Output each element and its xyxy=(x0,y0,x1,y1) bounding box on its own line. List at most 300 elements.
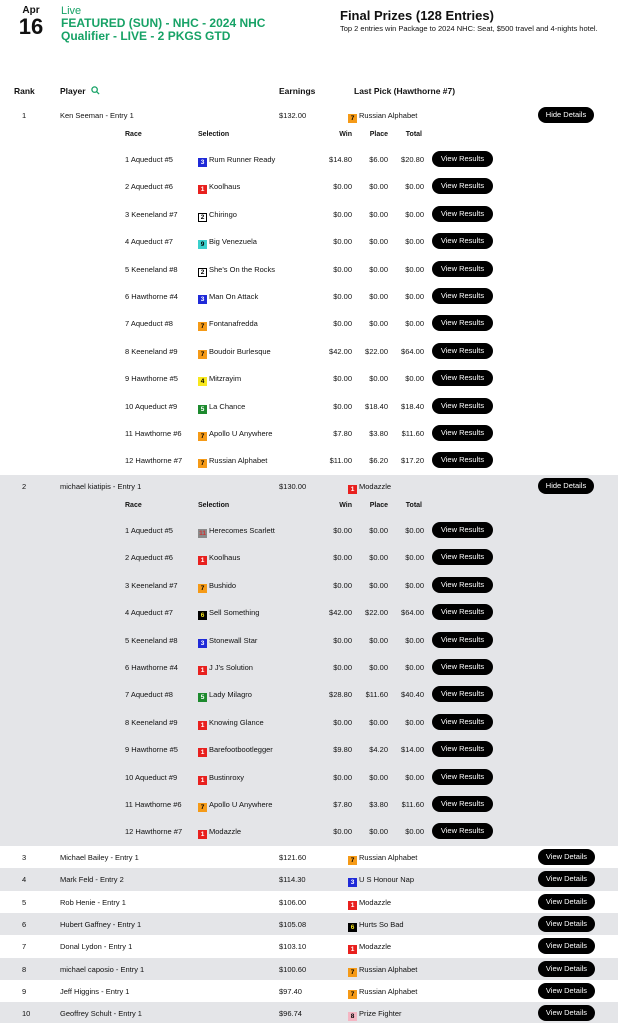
detail-place: $22.00 xyxy=(365,346,388,356)
view-results-button[interactable]: View Results xyxy=(432,370,493,386)
detail-place: $11.60 xyxy=(365,690,388,700)
entry-rank: 1 xyxy=(22,111,27,120)
detail-win: $0.00 xyxy=(333,553,352,563)
prize-description: Top 2 entries win Package to 2024 NHC: Seat, $500 travel and 4-nights hotel. xyxy=(340,24,598,33)
view-details-button[interactable]: View Details xyxy=(538,916,595,932)
program-number: 8 xyxy=(348,1012,357,1021)
detail-place: $0.00 xyxy=(369,264,388,274)
pick xyxy=(198,402,245,414)
program-number: 5 xyxy=(198,405,207,414)
detail-place: $0.00 xyxy=(369,292,388,301)
race-detail-row xyxy=(0,284,618,308)
view-results-button[interactable]: View Results xyxy=(432,452,493,468)
detail-race: 11 Hawthorne #6 xyxy=(125,429,182,438)
detail-total: $17.20 xyxy=(401,456,424,466)
detail-place: $0.00 xyxy=(369,526,388,535)
entry-player: Ken Seeman - Entry 1 xyxy=(60,111,134,120)
player-header[interactable] xyxy=(60,86,100,96)
pick xyxy=(198,182,240,194)
pick xyxy=(198,663,253,675)
detail-place: $6.20 xyxy=(369,456,388,466)
pick xyxy=(198,155,275,167)
leaderboard-entry xyxy=(0,958,618,980)
program-number: 1 xyxy=(198,556,207,565)
detail-place: $3.80 xyxy=(369,429,388,438)
detail-race: 11 Hawthorne #6 xyxy=(125,800,182,809)
detail-win-header: Win xyxy=(339,131,352,138)
pick xyxy=(198,827,241,839)
entry-rank: 5 xyxy=(22,897,27,907)
entry-rank: 4 xyxy=(22,875,27,885)
earnings-header: Earnings xyxy=(279,86,316,96)
horse-name: Bustinroxy xyxy=(209,772,245,782)
program-number: 7 xyxy=(348,968,357,977)
view-results-button[interactable]: View Results xyxy=(432,233,493,249)
detail-race: 6 Hawthorne #4 xyxy=(125,292,178,301)
horse-name: Boudoir Burlesque xyxy=(209,346,271,356)
detail-total: $11.60 xyxy=(401,429,424,438)
detail-total: $0.00 xyxy=(405,209,424,219)
race-detail-row xyxy=(0,710,618,734)
program-number: 7 xyxy=(198,803,207,812)
view-details-button[interactable]: View Details xyxy=(538,938,595,954)
horse-name: Stonewall Star xyxy=(209,635,258,645)
pick xyxy=(198,347,271,359)
race-detail-row xyxy=(0,229,618,253)
entry-earnings: $100.60 xyxy=(279,964,307,974)
program-number: 3 xyxy=(198,158,207,167)
race-detail-row xyxy=(0,819,618,843)
view-results-button[interactable]: View Results xyxy=(432,549,493,565)
horse-name: Koolhaus xyxy=(209,553,241,563)
detail-win: $0.00 xyxy=(333,663,352,672)
horse-name: Modazzle xyxy=(359,942,392,952)
program-number: 1 xyxy=(198,748,207,757)
horse-name: She's On the Rocks xyxy=(209,264,276,274)
view-results-button[interactable]: View Results xyxy=(432,288,493,304)
detail-race: 1 Aqueduct #5 xyxy=(125,526,173,535)
view-results-button[interactable]: View Results xyxy=(432,522,493,538)
program-number: 4 xyxy=(198,377,207,386)
pick xyxy=(198,319,258,331)
detail-place: $6.00 xyxy=(369,155,388,164)
detail-race: 2 Aqueduct #6 xyxy=(125,182,173,192)
hide-details-button[interactable]: Hide Details xyxy=(538,107,594,123)
entry-rank: 8 xyxy=(22,964,27,974)
view-results-button[interactable]: View Results xyxy=(432,206,493,222)
horse-name: Apollo U Anywhere xyxy=(209,800,273,809)
program-number: 6 xyxy=(348,923,357,932)
detail-race: 4 Aqueduct #7 xyxy=(125,237,173,247)
detail-total: $0.00 xyxy=(405,526,424,535)
pick xyxy=(198,456,267,468)
view-details-button[interactable]: View Details xyxy=(538,871,595,887)
pick xyxy=(198,636,257,648)
detail-win: $28.80 xyxy=(329,690,352,700)
horse-name: Apollo U Anywhere xyxy=(209,429,273,438)
race-detail-row xyxy=(0,545,618,569)
program-number: 2 xyxy=(198,213,207,222)
detail-total: $11.60 xyxy=(401,800,424,809)
horse-name: Herecomes Scarlett xyxy=(209,526,275,535)
pick xyxy=(198,526,275,538)
leaderboard-entry xyxy=(0,891,618,913)
horse-name: Big Venezuela xyxy=(209,237,257,247)
detail-race: 2 Aqueduct #6 xyxy=(125,553,173,563)
leaderboard-entry xyxy=(0,935,618,957)
player-header-label: Player xyxy=(60,86,86,96)
detail-total: $18.40 xyxy=(401,401,424,411)
detail-total: $0.00 xyxy=(405,663,424,672)
detail-race: 9 Hawthorne #5 xyxy=(125,374,178,384)
detail-total: $0.00 xyxy=(405,264,424,274)
contest-header xyxy=(0,0,618,70)
detail-total: $64.00 xyxy=(401,608,424,618)
detail-place: $0.00 xyxy=(369,717,388,727)
detail-win: $14.80 xyxy=(329,155,352,164)
entry-rank: 10 xyxy=(22,1009,31,1019)
detail-win: $0.00 xyxy=(333,526,352,535)
horse-name: Prize Fighter xyxy=(359,1009,402,1019)
detail-total: $40.40 xyxy=(401,690,424,700)
program-number: 1 xyxy=(348,901,357,910)
detail-total: $0.00 xyxy=(405,635,424,645)
horse-name: Russian Alphabet xyxy=(359,853,418,862)
detail-win: $0.00 xyxy=(333,401,352,411)
detail-race: 8 Keeneland #9 xyxy=(125,346,178,356)
entry-earnings: $132.00 xyxy=(279,111,307,120)
pick xyxy=(348,853,417,865)
detail-win: $0.00 xyxy=(333,827,352,837)
view-results-button[interactable]: View Results xyxy=(432,714,493,730)
detail-win: $0.00 xyxy=(333,374,352,384)
entry-player: michael kiatipis - Entry 1 xyxy=(60,482,142,491)
race-detail-row xyxy=(0,765,618,789)
program-number: 7 xyxy=(348,856,357,865)
entry-rank: 2 xyxy=(22,482,27,491)
race-detail-row xyxy=(0,147,618,171)
pick xyxy=(198,237,257,249)
entry-rank: 6 xyxy=(22,919,27,929)
leaderboard-entry xyxy=(0,868,618,890)
detail-place: $3.80 xyxy=(369,800,388,809)
detail-total: $0.00 xyxy=(405,374,424,384)
horse-name: Knowing Glance xyxy=(209,717,264,727)
view-results-button[interactable]: View Results xyxy=(432,261,493,277)
horse-name: Lady Milagro xyxy=(209,690,252,700)
leaderboard-entry xyxy=(0,980,618,1002)
entry-player: Rob Henie - Entry 1 xyxy=(60,897,126,907)
pick xyxy=(348,482,391,494)
detail-race-header: Race xyxy=(125,502,142,509)
detail-race: 10 Aqueduct #9 xyxy=(125,772,178,782)
detail-race: 8 Keeneland #9 xyxy=(125,717,178,727)
search-icon[interactable] xyxy=(91,86,100,95)
detail-win: $9.80 xyxy=(333,745,352,755)
detail-total: $0.00 xyxy=(405,717,424,727)
view-results-button[interactable]: View Results xyxy=(432,769,493,785)
view-results-button[interactable]: View Results xyxy=(432,398,493,414)
horse-name: J J's Solution xyxy=(209,663,253,672)
detail-win: $7.80 xyxy=(333,800,352,809)
detail-total: $0.00 xyxy=(405,292,424,301)
detail-selection-header: Selection xyxy=(198,502,230,509)
horse-name: Koolhaus xyxy=(209,182,241,192)
pick xyxy=(348,898,391,910)
pick xyxy=(198,608,259,620)
view-details-button[interactable]: View Details xyxy=(538,1005,595,1021)
detail-win: $0.00 xyxy=(333,182,352,192)
detail-win: $0.00 xyxy=(333,209,352,219)
horse-name: Fontanafredda xyxy=(209,319,258,329)
program-number: 7 xyxy=(348,990,357,999)
detail-win: $0.00 xyxy=(333,580,352,590)
leaderboard-entry xyxy=(0,846,618,868)
prize-title: Final Prizes (128 Entries) xyxy=(340,8,494,23)
pick xyxy=(198,718,264,730)
pick xyxy=(198,210,237,222)
detail-race: 3 Keeneland #7 xyxy=(125,209,178,219)
detail-selection-header: Selection xyxy=(198,131,230,138)
detail-race-header: Race xyxy=(125,131,142,138)
detail-race: 12 Hawthorne #7 xyxy=(125,456,183,466)
race-detail-row xyxy=(0,394,618,418)
race-detail-row xyxy=(0,792,618,816)
horse-name: Bushido xyxy=(209,580,237,590)
pick xyxy=(348,965,417,977)
program-number: 1 xyxy=(198,185,207,194)
detail-place: $0.00 xyxy=(369,182,388,192)
detail-place: $4.20 xyxy=(369,745,388,755)
detail-total: $20.80 xyxy=(401,155,424,164)
pick xyxy=(198,292,258,304)
program-number: 7 xyxy=(348,114,357,123)
pick xyxy=(348,1009,402,1021)
program-number: 1 xyxy=(348,485,357,494)
detail-race: 12 Hawthorne #7 xyxy=(125,827,183,837)
view-results-button[interactable]: View Results xyxy=(432,659,493,675)
program-number: 7 xyxy=(198,432,207,441)
detail-race: 3 Keeneland #7 xyxy=(125,580,178,590)
horse-name: Barefootbootlegger xyxy=(209,745,273,755)
race-detail-row xyxy=(0,682,618,706)
entry-rank: 3 xyxy=(22,853,27,862)
detail-win: $0.00 xyxy=(333,717,352,727)
date-month: Apr xyxy=(22,5,40,16)
program-number: 7 xyxy=(198,350,207,359)
race-detail-row xyxy=(0,202,618,226)
horse-name: La Chance xyxy=(209,401,246,411)
detail-race: 5 Keeneland #8 xyxy=(125,264,178,274)
detail-place: $0.00 xyxy=(369,772,388,782)
race-detail-row xyxy=(0,311,618,335)
entry-player: Geoffrey Schult - Entry 1 xyxy=(60,1009,142,1019)
horse-name: Sell Something xyxy=(209,608,260,618)
entry-earnings: $103.10 xyxy=(279,942,307,952)
detail-total: $0.00 xyxy=(405,772,424,782)
entry-earnings: $96.74 xyxy=(279,1009,302,1019)
view-results-button[interactable]: View Results xyxy=(432,425,493,441)
program-number: 2 xyxy=(198,268,207,277)
horse-name: Man On Attack xyxy=(209,292,259,301)
entry-player: Michael Bailey - Entry 1 xyxy=(60,853,139,862)
entry-earnings: $130.00 xyxy=(279,482,307,491)
detail-win: $42.00 xyxy=(329,608,352,618)
view-details-button[interactable]: View Details xyxy=(538,983,595,999)
detail-win: $0.00 xyxy=(333,264,352,274)
leaderboard-entry xyxy=(0,913,618,935)
race-detail-row xyxy=(0,339,618,363)
pick xyxy=(198,374,241,386)
entry-rank: 7 xyxy=(22,942,27,952)
detail-total: $0.00 xyxy=(405,237,424,247)
leaderboard-entry xyxy=(0,475,618,846)
view-results-button[interactable]: View Results xyxy=(432,151,493,167)
view-results-button[interactable]: View Results xyxy=(432,632,493,648)
detail-win-header: Win xyxy=(339,502,352,509)
pick xyxy=(348,942,391,954)
rank-header: Rank xyxy=(14,86,35,96)
race-detail-row xyxy=(0,737,618,761)
view-results-button[interactable]: View Results xyxy=(432,577,493,593)
program-number: 6 xyxy=(198,611,207,620)
race-detail-row xyxy=(0,573,618,597)
entry-earnings: $121.60 xyxy=(279,853,307,862)
program-number: 3 xyxy=(198,639,207,648)
view-details-button[interactable]: View Details xyxy=(538,961,595,977)
pick xyxy=(348,987,417,999)
detail-race: 7 Aqueduct #8 xyxy=(125,319,173,329)
pick xyxy=(198,581,236,593)
horse-name: Russian Alphabet xyxy=(359,111,418,120)
detail-place: $0.00 xyxy=(369,827,388,837)
detail-race: 6 Hawthorne #4 xyxy=(125,663,178,672)
view-details-button[interactable]: View Details xyxy=(538,849,595,865)
pick xyxy=(198,429,272,441)
leaderboard-entry xyxy=(0,1002,618,1023)
detail-place: $18.40 xyxy=(365,401,388,411)
program-number: 9 xyxy=(198,240,207,249)
race-detail-row xyxy=(0,628,618,652)
detail-total: $64.00 xyxy=(401,346,424,356)
detail-place-header: Place xyxy=(369,131,388,138)
hide-details-button[interactable]: Hide Details xyxy=(538,478,594,494)
date-badge xyxy=(13,5,49,38)
view-results-button[interactable]: View Results xyxy=(432,343,493,359)
race-detail-row xyxy=(0,257,618,281)
detail-race: 9 Hawthorne #5 xyxy=(125,745,178,755)
detail-win: $11.00 xyxy=(329,456,352,466)
horse-name: Russian Alphabet xyxy=(359,986,418,996)
program-number: 1 xyxy=(198,830,207,839)
program-number: 1 xyxy=(348,945,357,954)
horse-name: Modazzle xyxy=(359,897,392,907)
detail-total-header: Total xyxy=(405,131,422,138)
pick xyxy=(198,553,240,565)
live-status: Live xyxy=(61,5,82,17)
view-results-button[interactable]: View Results xyxy=(432,796,493,812)
pick xyxy=(198,745,273,757)
race-detail-row xyxy=(0,421,618,445)
program-number: 5 xyxy=(198,693,207,702)
detail-total: $0.00 xyxy=(405,182,424,192)
race-detail-row xyxy=(0,448,618,472)
horse-name: Chiringo xyxy=(209,209,237,219)
horse-name: Modazzle xyxy=(209,827,242,837)
race-detail-row xyxy=(0,655,618,679)
detail-place: $0.00 xyxy=(369,663,388,672)
entry-player: Mark Feld - Entry 2 xyxy=(60,875,124,885)
view-results-button[interactable]: View Results xyxy=(432,315,493,331)
pick xyxy=(198,773,244,785)
entry-earnings: $97.40 xyxy=(279,986,302,996)
entry-earnings: $114.30 xyxy=(279,875,306,885)
detail-place: $0.00 xyxy=(369,237,388,247)
detail-place: $0.00 xyxy=(369,580,388,590)
program-number: 3 xyxy=(348,878,357,887)
detail-race: 4 Aqueduct #7 xyxy=(125,608,173,618)
view-results-button[interactable]: View Results xyxy=(432,604,493,620)
detail-place-header: Place xyxy=(369,502,388,509)
detail-total: $0.00 xyxy=(405,319,424,329)
entry-rank: 9 xyxy=(22,986,27,996)
detail-total: $0.00 xyxy=(405,553,424,563)
detail-place: $0.00 xyxy=(369,319,388,329)
detail-place: $0.00 xyxy=(369,553,388,563)
detail-place: $0.00 xyxy=(369,209,388,219)
view-results-button[interactable]: View Results xyxy=(432,178,493,194)
detail-win: $0.00 xyxy=(333,772,352,782)
horse-name: Hurts So Bad xyxy=(359,919,404,929)
horse-name: Modazzle xyxy=(359,482,392,491)
entry-player: Jeff Higgins - Entry 1 xyxy=(60,986,130,996)
pick xyxy=(198,800,272,812)
detail-win: $0.00 xyxy=(333,635,352,645)
detail-win: $7.80 xyxy=(333,429,352,438)
view-results-button[interactable]: View Results xyxy=(432,741,493,757)
program-number: 1 xyxy=(198,776,207,785)
detail-win: $0.00 xyxy=(333,292,352,301)
detail-race: 1 Aqueduct #5 xyxy=(125,155,173,164)
date-day: 16 xyxy=(18,14,44,39)
race-detail-row xyxy=(0,366,618,390)
detail-win: $0.00 xyxy=(333,319,352,329)
pick xyxy=(348,875,414,887)
view-results-button[interactable]: View Results xyxy=(432,823,493,839)
program-number: 1 xyxy=(198,721,207,730)
detail-total-header: Total xyxy=(405,502,422,509)
detail-race: 7 Aqueduct #8 xyxy=(125,690,173,700)
detail-place: $22.00 xyxy=(365,608,388,618)
detail-win: $42.00 xyxy=(329,346,352,356)
horse-name: Russian Alphabet xyxy=(359,964,418,974)
view-details-button[interactable]: View Details xyxy=(538,894,595,910)
race-detail-row xyxy=(0,600,618,624)
pick xyxy=(198,690,252,702)
view-results-button[interactable]: View Results xyxy=(432,686,493,702)
pick xyxy=(198,265,275,277)
entry-player: michael caposio - Entry 1 xyxy=(60,964,145,974)
pick xyxy=(348,111,417,123)
horse-name: Rum Runner Ready xyxy=(209,155,276,164)
program-number: 7 xyxy=(198,584,207,593)
detail-race: 5 Keeneland #8 xyxy=(125,635,178,645)
race-detail-row xyxy=(0,518,618,542)
horse-name: Mitzrayim xyxy=(209,374,242,384)
detail-race: 10 Aqueduct #9 xyxy=(125,401,178,411)
detail-place: $0.00 xyxy=(369,635,388,645)
entry-earnings: $105.08 xyxy=(279,919,307,929)
